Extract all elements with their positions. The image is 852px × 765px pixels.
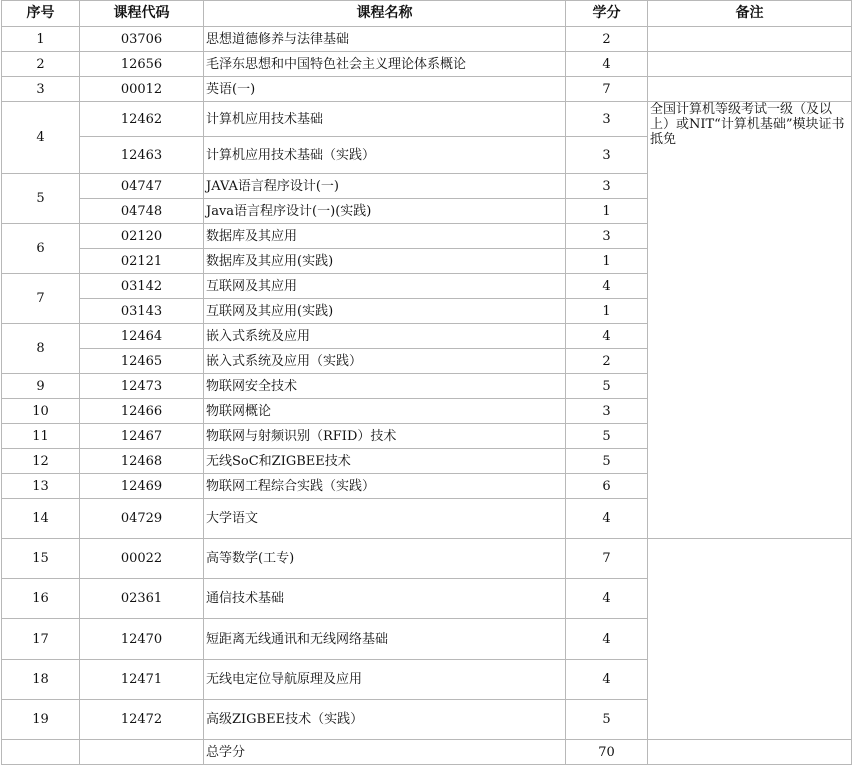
name-cell: 数据库及其应用(实践) [204, 249, 566, 274]
seq-cell: 18 [2, 659, 80, 699]
name-cell: Java语言程序设计(一)(实践) [204, 199, 566, 224]
code-cell: 12466 [80, 399, 204, 424]
credits-cell: 5 [566, 699, 648, 739]
credits-cell: 4 [566, 619, 648, 659]
remark-computer-exemption: 全国计算机等级考试一级（及以上）或NIT“计算机基础”模块证书抵免 [648, 102, 852, 539]
code-cell: 12470 [80, 619, 204, 659]
seq-cell: 12 [2, 449, 80, 474]
header-code: 课程代码 [80, 1, 204, 27]
table-row [2, 699, 852, 739]
course-table [1, 0, 852, 765]
seq-cell: 15 [2, 539, 80, 579]
credits-cell: 1 [566, 199, 648, 224]
name-cell: 计算机应用技术基础（实践） [204, 137, 566, 174]
name-cell: 嵌入式系统及应用（实践） [204, 349, 566, 374]
total-seq-cell [2, 740, 80, 765]
name-cell: 思想道德修养与法律基础 [204, 27, 566, 52]
seq-cell: 1 [2, 27, 80, 52]
name-cell: 无线电定位导航原理及应用 [204, 659, 566, 699]
credits-cell: 4 [566, 579, 648, 619]
credits-cell: 3 [566, 137, 648, 174]
code-cell: 12469 [80, 474, 204, 499]
seq-cell: 5 [2, 174, 80, 224]
header-remark: 备注 [648, 1, 852, 27]
code-cell: 12468 [80, 449, 204, 474]
seq-cell: 2 [2, 52, 80, 77]
total-remark-cell [648, 740, 852, 765]
code-cell: 00022 [80, 539, 204, 579]
code-cell: 12472 [80, 699, 204, 739]
name-cell: 互联网及其应用(实践) [204, 299, 566, 324]
credits-cell: 5 [566, 449, 648, 474]
credits-cell: 7 [566, 539, 648, 579]
name-cell: 短距离无线通讯和无线网络基础 [204, 619, 566, 659]
credits-cell: 3 [566, 174, 648, 199]
seq-cell: 13 [2, 474, 80, 499]
remark-cell [648, 52, 852, 77]
name-cell: 英语(一) [204, 77, 566, 102]
total-credits: 70 [566, 740, 648, 765]
header-seq: 序号 [2, 1, 80, 27]
credits-cell: 7 [566, 77, 648, 102]
code-cell: 12465 [80, 349, 204, 374]
table-row [2, 579, 852, 619]
code-cell: 12467 [80, 424, 204, 449]
table-row [2, 539, 852, 579]
code-cell: 03142 [80, 274, 204, 299]
code-cell: 02121 [80, 249, 204, 274]
code-cell: 00012 [80, 77, 204, 102]
code-cell: 02361 [80, 579, 204, 619]
code-cell: 12473 [80, 374, 204, 399]
name-cell: 毛泽东思想和中国特色社会主义理论体系概论 [204, 52, 566, 77]
total-code-cell [80, 740, 204, 765]
credits-cell: 1 [566, 249, 648, 274]
code-cell: 04747 [80, 174, 204, 199]
seq-cell: 11 [2, 424, 80, 449]
name-cell: 计算机应用技术基础 [204, 102, 566, 137]
name-cell: 嵌入式系统及应用 [204, 324, 566, 349]
header-name: 课程名称 [204, 1, 566, 27]
table-row [2, 52, 852, 77]
credits-cell: 3 [566, 102, 648, 137]
name-cell: 互联网及其应用 [204, 274, 566, 299]
seq-cell: 14 [2, 499, 80, 539]
seq-cell: 7 [2, 274, 80, 324]
credits-cell: 4 [566, 499, 648, 539]
credits-cell: 4 [566, 274, 648, 299]
name-cell: 数据库及其应用 [204, 224, 566, 249]
code-cell: 03143 [80, 299, 204, 324]
code-cell: 12471 [80, 659, 204, 699]
seq-cell: 19 [2, 699, 80, 739]
name-cell: 物联网概论 [204, 399, 566, 424]
name-cell: 物联网安全技术 [204, 374, 566, 399]
seq-cell: 10 [2, 399, 80, 424]
name-cell: 物联网工程综合实践（实践） [204, 474, 566, 499]
seq-cell: 8 [2, 324, 80, 374]
table-row [2, 619, 852, 659]
total-row [2, 740, 852, 765]
credits-cell: 5 [566, 424, 648, 449]
name-cell: 物联网与射频识别（RFID）技术 [204, 424, 566, 449]
credits-cell: 4 [566, 659, 648, 699]
code-cell: 03706 [80, 27, 204, 52]
table-row [2, 102, 852, 137]
code-cell: 12656 [80, 52, 204, 77]
code-cell: 12462 [80, 102, 204, 137]
code-cell: 12464 [80, 324, 204, 349]
credits-cell: 2 [566, 27, 648, 52]
code-cell: 04748 [80, 199, 204, 224]
seq-cell: 16 [2, 579, 80, 619]
credits-cell: 5 [566, 374, 648, 399]
code-cell: 12463 [80, 137, 204, 174]
remark-cell [648, 27, 852, 52]
seq-cell: 3 [2, 77, 80, 102]
table-row [2, 77, 852, 102]
seq-cell: 4 [2, 102, 80, 174]
header-credits: 学分 [566, 1, 648, 27]
credits-cell: 4 [566, 52, 648, 77]
credits-cell: 6 [566, 474, 648, 499]
name-cell: 高级ZIGBEE技术（实践） [204, 699, 566, 739]
name-cell: 通信技术基础 [204, 579, 566, 619]
credits-cell: 3 [566, 399, 648, 424]
table-row [2, 659, 852, 699]
name-cell: 高等数学(工专) [204, 539, 566, 579]
seq-cell: 9 [2, 374, 80, 399]
name-cell: 大学语文 [204, 499, 566, 539]
name-cell: 无线SoC和ZIGBEE技术 [204, 449, 566, 474]
code-cell: 02120 [80, 224, 204, 249]
seq-cell: 17 [2, 619, 80, 659]
credits-cell: 2 [566, 349, 648, 374]
credits-cell: 1 [566, 299, 648, 324]
seq-cell: 6 [2, 224, 80, 274]
header-row [2, 1, 852, 27]
table-row [2, 27, 852, 52]
name-cell: JAVA语言程序设计(一) [204, 174, 566, 199]
remark-cell [648, 77, 852, 102]
total-label: 总学分 [204, 740, 566, 765]
code-cell: 04729 [80, 499, 204, 539]
credits-cell: 3 [566, 224, 648, 249]
credits-cell: 4 [566, 324, 648, 349]
